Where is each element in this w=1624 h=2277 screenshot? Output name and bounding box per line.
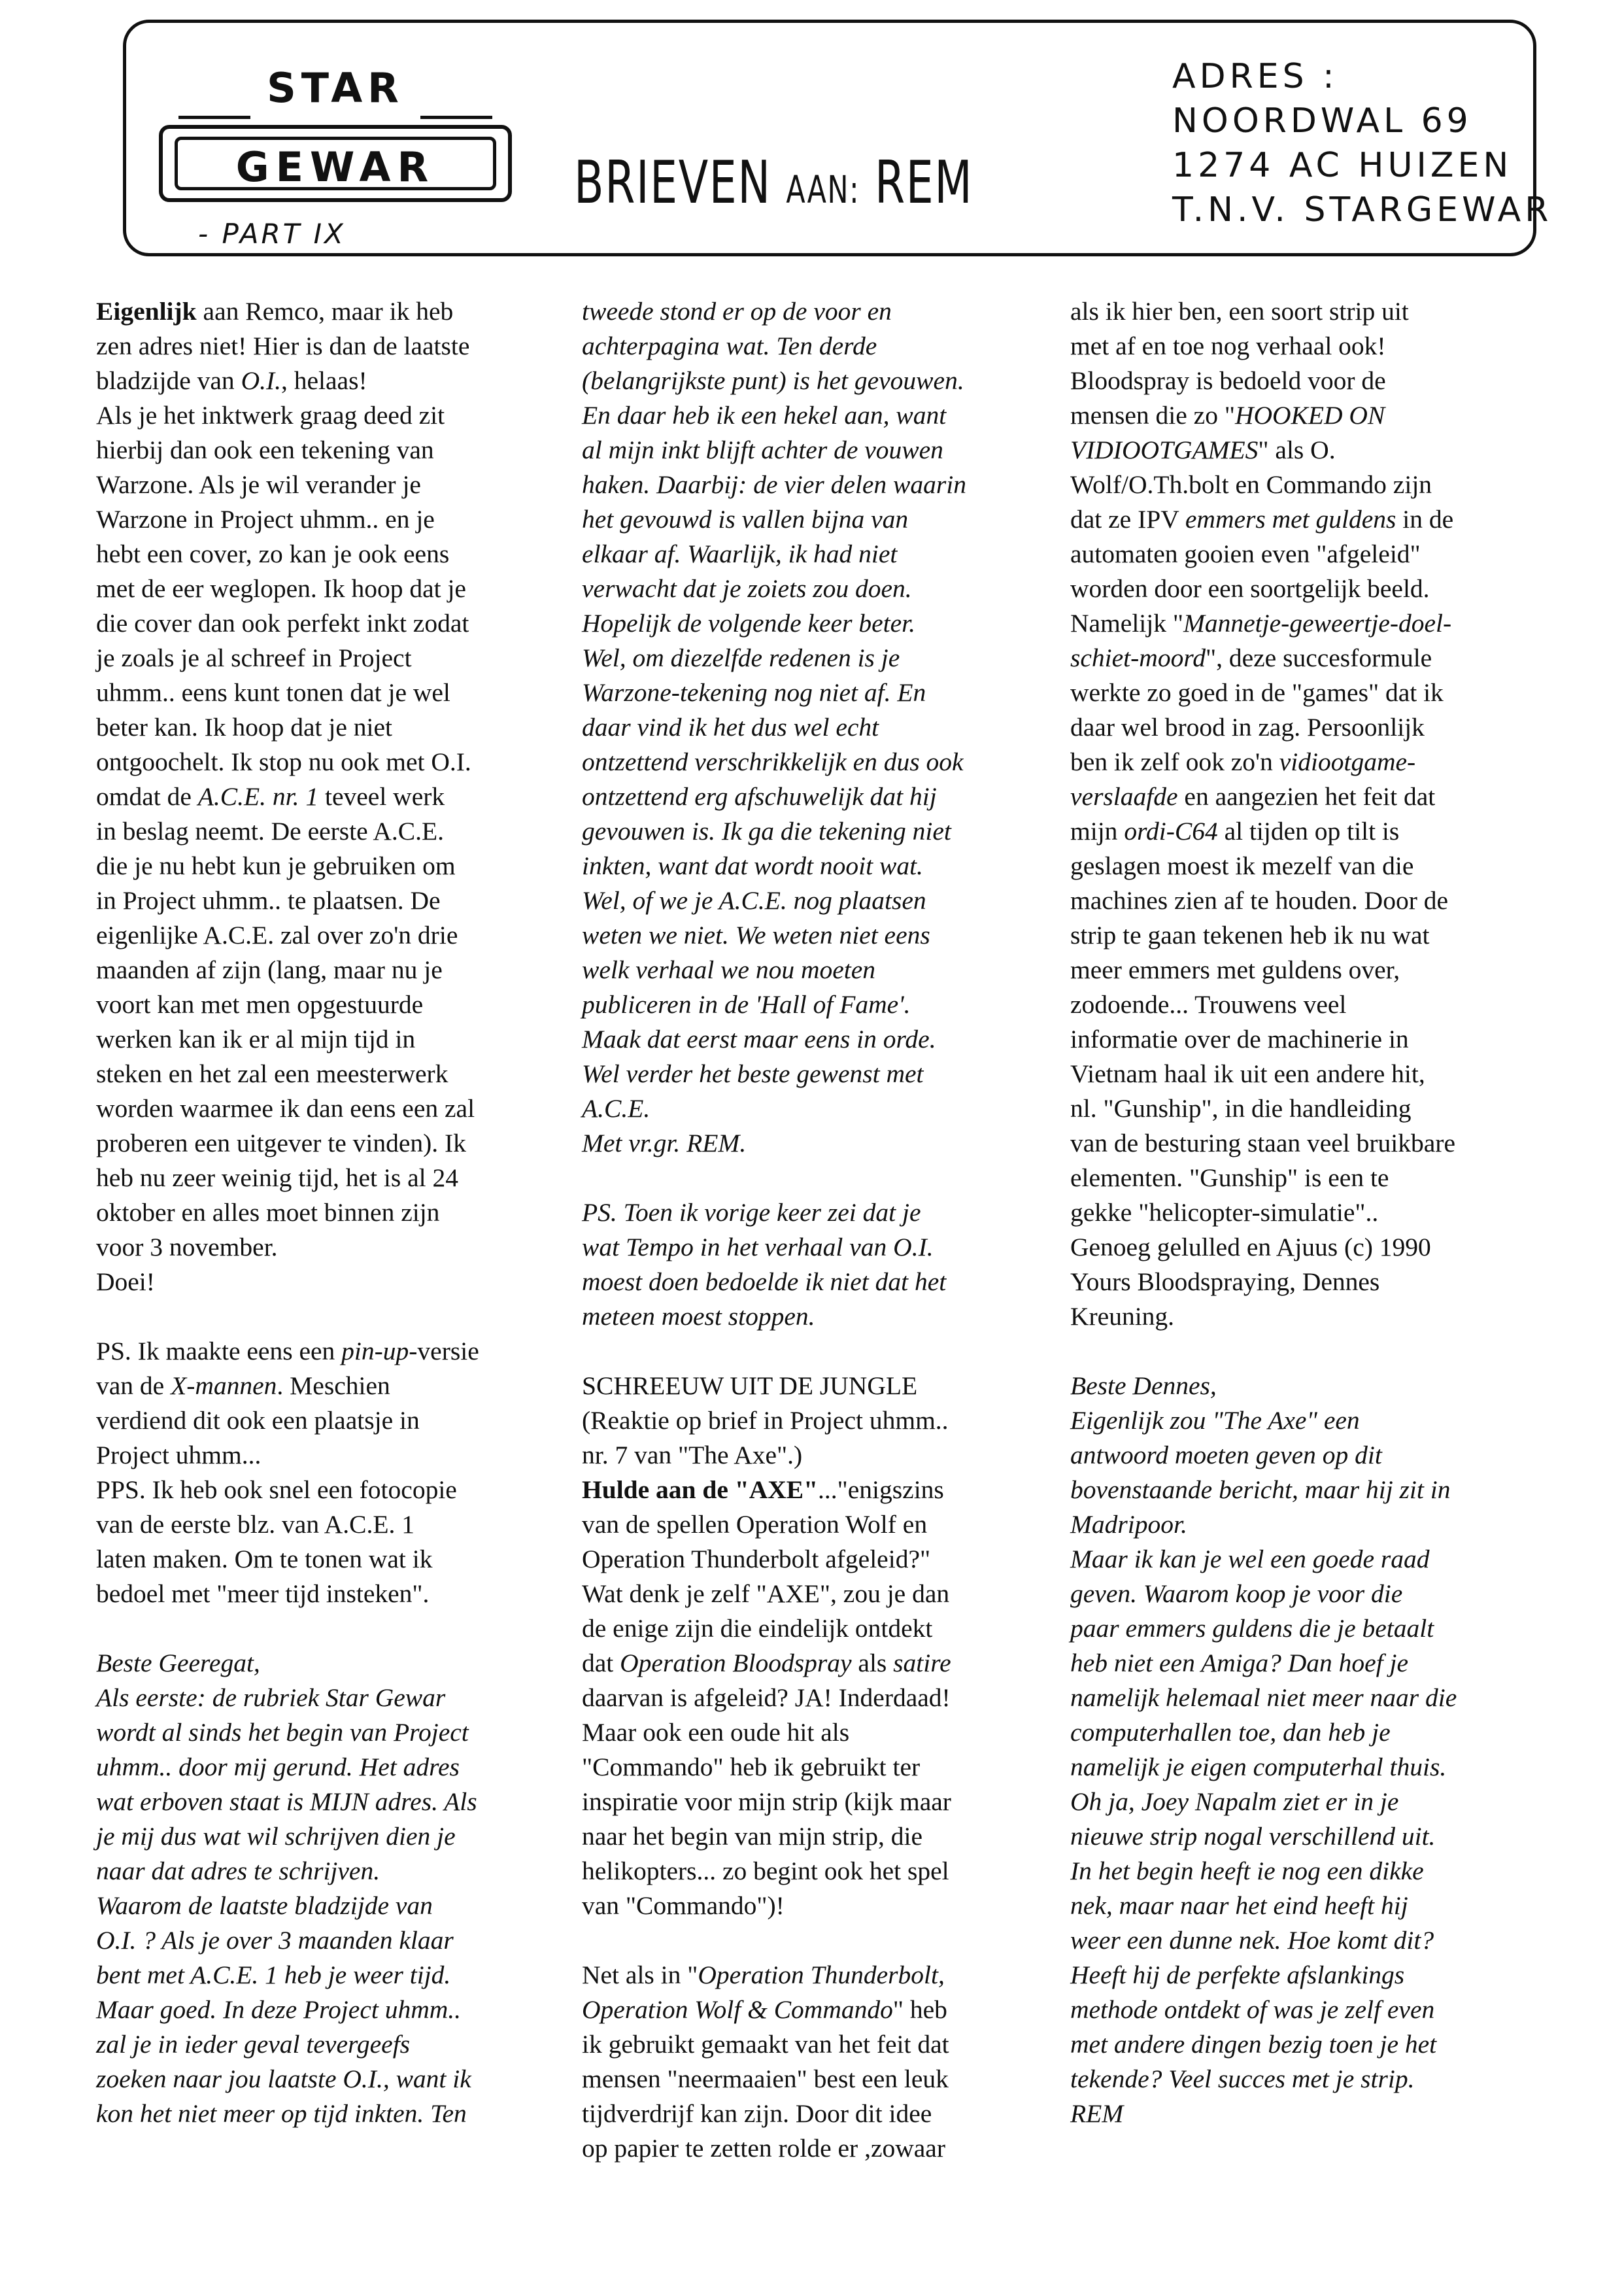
ps-line: Project uhmm... [96, 1441, 262, 1469]
letter-line: Warzone. Als je wil verander je [96, 470, 421, 499]
reply-line: heb niet een Amiga? Dan hoef je [1070, 1649, 1409, 1677]
letter-line: Operation Wolf & Commando" heb [582, 1995, 947, 2024]
reply-line: methode ontdekt of was je zelf even [1070, 1995, 1435, 2024]
reply-line: publiceren in de 'Hall of Fame'. [582, 990, 911, 1019]
section-title [574, 147, 973, 226]
letter-line: proberen een uitgever te vinden). Ik [96, 1129, 466, 1157]
reply-line: bovenstaande bericht, maar hij zit in [1070, 1475, 1451, 1504]
letter-line: Kreuning. [1070, 1302, 1175, 1331]
letter-line: in Project uhmm.. te plaatsen. De [96, 886, 441, 915]
letter-line: met af en toe nog verhaal ook! [1070, 332, 1386, 360]
letter-line: mensen "neermaaien" best een leuk [582, 2064, 949, 2093]
reply-line: Waarom de laatste bladzijde van [96, 1891, 433, 1920]
column-1 [96, 294, 547, 2131]
letter-line: Eigenlijk aan Remco, maar ik heb [96, 297, 454, 326]
reply-line: zal je in ieder geval tevergeefs [96, 2030, 411, 2059]
letter-line: die cover dan ook perfekt inkt zodat [96, 609, 469, 638]
letter-line: werken kan ik er al mijn tijd in [96, 1025, 416, 1053]
title-brieven: BRIEVEN [574, 148, 771, 217]
reply-line: In het begin heeft ie nog een dikke [1070, 1857, 1424, 1885]
reply-line: wordt al sinds het begin van Project [96, 1718, 469, 1747]
letter-line: meer emmers met guldens over, [1070, 955, 1400, 984]
reply-line: het gevouwd is vallen bijna van [582, 505, 909, 534]
reply-line: En daar heb ik een hekel aan, want [582, 401, 947, 430]
letter-line: automaten gooien even "afgeleid" [1070, 539, 1421, 568]
letter-line: zodoende... Trouwens veel [1070, 990, 1347, 1019]
ps-line: PS. Toen ik vorige keer zei dat je [582, 1198, 921, 1227]
ps-line: verdiend dit ook een plaatsje in [96, 1406, 420, 1435]
letter-line: hierbij dan ook een tekening van [96, 436, 434, 464]
letter-line: dat Operation Bloodspray als satire [582, 1649, 951, 1677]
logo-line-left [178, 116, 250, 119]
letter-line: Bloodspray is bedoeld voor de [1070, 366, 1386, 395]
letter-line: je zoals je al schreef in Project [96, 643, 412, 672]
letter-line: naar het begin van mijn strip, die [582, 1822, 923, 1851]
reply-line: zoeken naar jou laatste O.I., want ik [96, 2064, 471, 2093]
letter-line: beter kan. Ik hoop dat je niet [96, 713, 392, 742]
letter-line: oktober en alles moet binnen zijn [96, 1198, 440, 1227]
reply-line: Hopelijk de volgende keer beter. [582, 609, 915, 638]
header-box [123, 20, 1553, 256]
letter-line: Als je het inktwerk graag deed zit [96, 401, 445, 430]
reply-line: Wel, om diezelfde redenen is je [582, 643, 900, 672]
reply-line: geven. Waarom koop je voor die [1070, 1579, 1403, 1608]
reply-line: al mijn inkt blijft achter de vouwen [582, 436, 943, 464]
logo-line-right [420, 116, 492, 119]
reply-line: paar emmers guldens die je betaalt [1070, 1614, 1434, 1643]
letter-line: Maar ook een oude hit als [582, 1718, 850, 1747]
reply-line: A.C.E. [582, 1094, 651, 1123]
letter-line: ik gebruikt gemaakt van het feit dat [582, 2030, 949, 2059]
address-line: T.N.V. STARGEWAR [1172, 190, 1553, 230]
reply-dennes [1070, 1369, 1521, 2131]
letter-line: ben ik zelf ook zo'n vidiootgame- [1070, 747, 1416, 776]
reply-line: namelijk helemaal niet meer naar die [1070, 1683, 1457, 1712]
reply-line: verwacht dat je zoiets zou doen. [582, 574, 912, 603]
letter-line: schiet-moord", deze succesformule [1070, 643, 1432, 672]
letter-line: worden waarmee ik dan eens een zal [96, 1094, 475, 1123]
letter-line: (Reaktie op brief in Project uhmm.. [582, 1406, 949, 1435]
letter-line: mijn ordi-C64 al tijden op tilt is [1070, 817, 1400, 846]
ps-line: van de X-mannen. Meschien [96, 1371, 390, 1400]
title-aan: AAN: [786, 167, 860, 212]
letter-line: met de eer weglopen. Ik hoop dat je [96, 574, 466, 603]
letter-line: op papier te zetten rolde er ,zowaar [582, 2134, 945, 2163]
reply-line: gevouwen is. Ik ga die tekening niet [582, 817, 951, 846]
letter-line: Warzone in Project uhmm.. en je [96, 505, 435, 534]
reply-line: namelijk je eigen computerhal thuis. [1070, 1753, 1447, 1781]
letter-line: VIDIOOTGAMES" als O. [1070, 436, 1336, 464]
reply-line: Als eerste: de rubriek Star Gewar [96, 1683, 446, 1712]
letter-line: omdat de A.C.E. nr. 1 teveel werk [96, 782, 445, 811]
logo-star-text: STAR [267, 64, 404, 112]
reply-line: Oh ja, Joey Napalm ziet er in je [1070, 1787, 1399, 1816]
address-line: NOORDWAL 69 [1172, 101, 1472, 141]
letter-line: werkte zo goed in de "games" dat ik [1070, 678, 1444, 707]
logo-gewar-inner-frame [175, 137, 496, 190]
logo-gewar-frame [159, 125, 512, 202]
letter-line: voort kan met men opgestuurde [96, 990, 424, 1019]
letter-line: tijdverdrijf kan zijn. Door dit idee [582, 2099, 932, 2128]
reply-line: Warzone-tekening nog niet af. En [582, 678, 926, 707]
letter-line: worden door een soortgelijk beeld. [1070, 574, 1430, 603]
letter-line: nr. 7 van "The Axe".) [582, 1441, 803, 1469]
reply-line: welk verhaal we nou moeten [582, 955, 876, 984]
ps-line: PPS. Ik heb ook snel een fotocopie [96, 1475, 457, 1504]
reply-line: Maak dat eerst maar eens in orde. [582, 1025, 936, 1053]
logo-gewar-text: GEWAR [235, 143, 435, 191]
letter-line: Hulde aan de "AXE"..."enigszins [582, 1475, 944, 1504]
letter-line: elementen. "Gunship" is een te [1070, 1163, 1389, 1192]
letter-line: maanden af zijn (lang, maar nu je [96, 955, 443, 984]
reply-signature: REM [1070, 2099, 1124, 2128]
letter-line: dat ze IPV emmers met guldens in de [1070, 505, 1454, 534]
letter-line: uhmm.. eens kunt tonen dat je wel [96, 678, 450, 707]
letter-line: gekke "helicopter-simulatie".. [1070, 1198, 1379, 1227]
letter-line: van de besturing staan veel bruikbare [1070, 1129, 1455, 1157]
reply-line: Madripoor. [1070, 1510, 1187, 1539]
reply-line: Maar goed. In deze Project uhmm.. [96, 1995, 461, 2024]
reply-line: elkaar af. Waarlijk, ik had niet [582, 539, 898, 568]
address-line: 1274 AC HUIZEN [1172, 146, 1513, 185]
letter-line: Net als in "Operation Thunderbolt, [582, 1960, 945, 1989]
address-line: ADRES : [1172, 57, 1338, 96]
letter-line: zen adres niet! Hier is dan de laatste [96, 332, 470, 360]
letter-line: in beslag neemt. De eerste A.C.E. [96, 817, 444, 846]
letter-line: als ik hier ben, een soort strip uit [1070, 297, 1409, 326]
reply-line: Eigenlijk zou "The Axe" een [1070, 1406, 1360, 1435]
letter-line: informatie over de machinerie in [1070, 1025, 1409, 1053]
letter-line: nl. "Gunship", in die handleiding [1070, 1094, 1412, 1123]
reply-line: Beste Geeregat, [96, 1649, 260, 1677]
ps-line: laten maken. Om te tonen wat ik [96, 1545, 433, 1573]
letter-line: Wolf/O.Th.bolt en Commando zijn [1070, 470, 1432, 499]
reply-line: naar dat adres te schrijven. [96, 1857, 381, 1885]
reply-line: Wel, of we je A.C.E. nog plaatsen [582, 886, 926, 915]
reply-line: Wel verder het beste gewenst met [582, 1059, 924, 1088]
letter-line: mensen die zo "HOOKED ON [1070, 401, 1385, 430]
letter-line: die je nu hebt kun je gebruiken om [96, 851, 456, 880]
letter-line: Namelijk "Mannetje-geweertje-doel- [1070, 609, 1452, 638]
reply-line: Heeft hij de perfekte afslankings [1070, 1960, 1405, 1989]
letter-line: bladzijde van O.I., helaas! [96, 366, 367, 395]
reply-line: weten we niet. We weten niet eens [582, 921, 930, 950]
reply-line: Beste Dennes, [1070, 1371, 1217, 1400]
letter-line: verslaafde en aangezien het feit dat [1070, 782, 1436, 811]
ps-line: van de eerste blz. van A.C.E. 1 [96, 1510, 415, 1539]
letter-line: hebt een cover, zo kan je ook eens [96, 539, 450, 568]
reply-signature: Met vr.gr. REM. [582, 1129, 747, 1157]
reply-line: inkten, want dat wordt nooit wat. [582, 851, 923, 880]
reply-line: daar vind ik het dus wel echt [582, 713, 879, 742]
letter-line: ontgoochelt. Ik stop nu ook met O.I. [96, 747, 471, 776]
letter-line: van "Commando")! [582, 1891, 785, 1920]
column-3 [1070, 294, 1521, 2131]
letter-line: van de spellen Operation Wolf en [582, 1510, 928, 1539]
reply-line: kon het niet meer op tijd inkten. Ten [96, 2099, 467, 2128]
letter-line: geslagen moest ik mezelf van die [1070, 851, 1414, 880]
reply-line: je mij dus wat wil schrijven dien je [96, 1822, 456, 1851]
reply-line: weer een dunne nek. Hoe komt dit? [1070, 1926, 1434, 1955]
reply-line: O.I. ? Als je over 3 maanden klaar [96, 1926, 454, 1955]
reply-line: ontzettend verschrikkelijk en dus ook [582, 747, 964, 776]
letter-line: eigenlijke A.C.E. zal over zo'n drie [96, 921, 458, 950]
reply-line: (belangrijkste punt) is het gevouwen. [582, 366, 964, 395]
star-gewar-logo [159, 66, 512, 223]
letter-line: Vietnam haal ik uit een andere hit, [1070, 1059, 1425, 1088]
reply-line: nek, maar naar het eind heeft hij [1070, 1891, 1408, 1920]
letter-line: Wat denk je zelf "AXE", zou je dan [582, 1579, 950, 1608]
ps-line: bedoel met "meer tijd insteken". [96, 1579, 430, 1608]
letter-line: Operation Thunderbolt afgeleid?" [582, 1545, 931, 1573]
reply-line: computerhallen toe, dan heb je [1070, 1718, 1391, 1747]
letter-heading: SCHREEUW UIT DE JUNGLE [582, 1371, 918, 1400]
reply-line: nieuwe strip nogal verschillend uit. [1070, 1822, 1436, 1851]
reply-line: Maar ik kan je wel een goede raad [1070, 1545, 1430, 1573]
ps-line: meteen moest stoppen. [582, 1302, 815, 1331]
letter-line: steken en het zal een meesterwerk [96, 1059, 448, 1088]
ps-line: moest doen bedoelde ik niet dat het [582, 1267, 947, 1296]
reply-line: uhmm.. door mij gerund. Het adres [96, 1753, 460, 1781]
reply-line: tweede stond er op de voor en [582, 297, 892, 326]
letter-line: voor 3 november. [96, 1233, 278, 1261]
letter-line: helikopters... zo begint ook het spel [582, 1857, 949, 1885]
reply-geeregat-continued [582, 294, 1033, 1334]
part-number: - PART IX [198, 218, 346, 250]
address-block [1172, 54, 1552, 232]
reply-line: wat erboven staat is MIJN adres. Als [96, 1787, 477, 1816]
letter-line: heb nu zeer weinig tijd, het is al 24 [96, 1163, 458, 1192]
ps-line: PS. Ik maakte eens een pin-up-versie [96, 1337, 479, 1365]
letter-line: Genoeg gelulled en Ajuus (c) 1990 [1070, 1233, 1431, 1261]
reply-line: achterpagina wat. Ten derde [582, 332, 877, 360]
letter-line: de enige zijn die eindelijk ontdekt [582, 1614, 933, 1643]
reply-line: haken. Daarbij: de vier delen waarin [582, 470, 966, 499]
column-2 [582, 294, 1033, 2166]
letter-line: Yours Bloodspraying, Dennes [1070, 1267, 1380, 1296]
reply-line: antwoord moeten geven op dit [1070, 1441, 1382, 1469]
letter-line: "Commando" heb ik gebruikt ter [582, 1753, 921, 1781]
letter-line: daar wel brood in zag. Persoonlijk [1070, 713, 1425, 742]
letter-line: strip te gaan tekenen heb ik nu wat [1070, 921, 1430, 950]
reply-line: met andere dingen bezig toen je het [1070, 2030, 1437, 2059]
letter-line: daarvan is afgeleid? JA! Inderdaad! [582, 1683, 951, 1712]
letter-line: inspiratie voor mijn strip (kijk maar [582, 1787, 951, 1816]
reply-geeregat [96, 1646, 547, 2131]
ps-line: wat Tempo in het verhaal van O.I. [582, 1233, 934, 1261]
letter-line: Doei! [96, 1267, 155, 1296]
reply-line: ontzettend erg afschuwelijk dat hij [582, 782, 937, 811]
letter-line: machines zien af te houden. Door de [1070, 886, 1449, 915]
reply-line: tekende? Veel succes met je strip. [1070, 2064, 1415, 2093]
title-rem: REM [874, 148, 973, 217]
reply-line: bent met A.C.E. 1 heb je weer tijd. [96, 1960, 451, 1989]
